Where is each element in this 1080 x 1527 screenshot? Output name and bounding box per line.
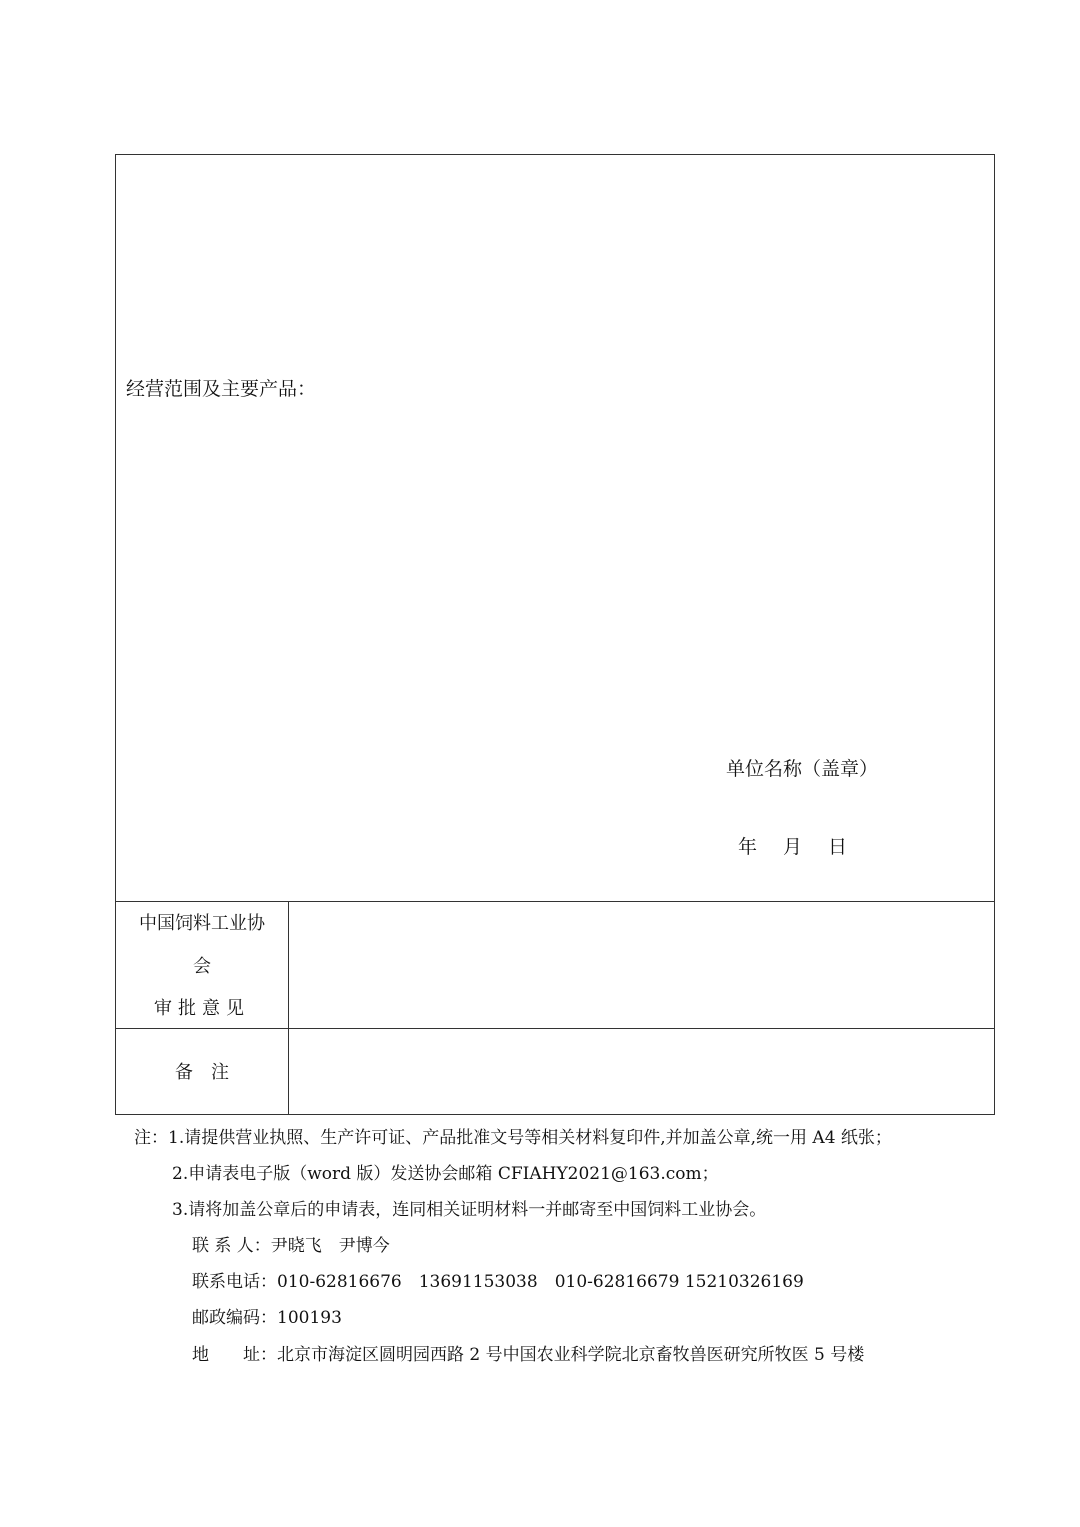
- approval-opinion-label: 审批意见: [154, 998, 250, 1019]
- remarks-label: 备注: [175, 1062, 247, 1083]
- day-label: 日: [828, 836, 848, 858]
- note-2: 2.申请表电子版（word 版）发送协会邮箱 CFIAHY2021@163.com；: [172, 1164, 719, 1184]
- note-3: 3.请将加盖公章后的申请表，连同相关证明材料一并邮寄至中国饲料工业协会。: [172, 1200, 767, 1220]
- application-form-table: [115, 154, 995, 1115]
- row-divider-remarks: [116, 1028, 994, 1029]
- approval-org-line1: 中国饲料工业协: [139, 913, 265, 934]
- year-label: 年: [738, 836, 758, 858]
- note-1: 注：1.请提供营业执照、生产许可证、产品批准文号等相关材料复印件,并加盖公章,统一用 A4 纸张；: [134, 1128, 892, 1148]
- address: 地 址：北京市海淀区圆明园西路 2 号中国农业科学院北京畜牧兽医研究所牧医 5 号楼: [192, 1345, 865, 1365]
- column-divider: [288, 901, 289, 1115]
- postal-code: 邮政编码：100193: [192, 1308, 342, 1328]
- approval-org-line2: 会: [193, 956, 211, 977]
- contact-person: 联 系 人：尹晓飞 尹博今: [192, 1236, 390, 1256]
- contact-phone: 联系电话：010-62816676 13691153038 010-62816679 15210326169: [192, 1272, 804, 1292]
- date-line: [738, 838, 847, 857]
- month-label: 月: [783, 836, 803, 858]
- unit-name-seal-label: 单位名称（盖章）: [726, 758, 879, 780]
- row-divider-approval: [116, 901, 994, 902]
- business-scope-label: 经营范围及主要产品：: [126, 378, 317, 400]
